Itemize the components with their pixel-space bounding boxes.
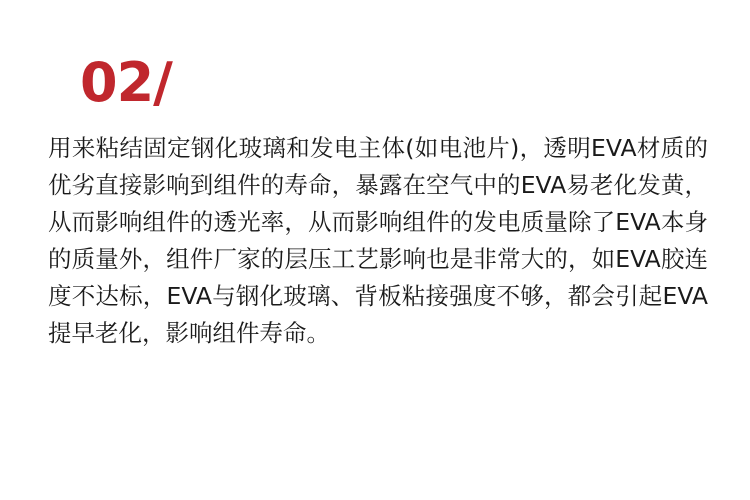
section-number-heading: 02/ [80,51,172,114]
body-paragraph: 用来粘结固定钢化玻璃和发电主体(如电池片)，透明EVA材质的优劣直接影响到组件的寿命，暴露在空气中的EVA易老化发黄，从而影响组件的透光率，从而影响组件的发电质量除了EVA本身的质量外，组件厂家的层压工艺影响也是非常大的，如EVA胶连度不达标，EVA与钢化玻璃、背板粘接强度不够，都会引起EVA提早老化，影响组件寿命。 [48,134,708,347]
